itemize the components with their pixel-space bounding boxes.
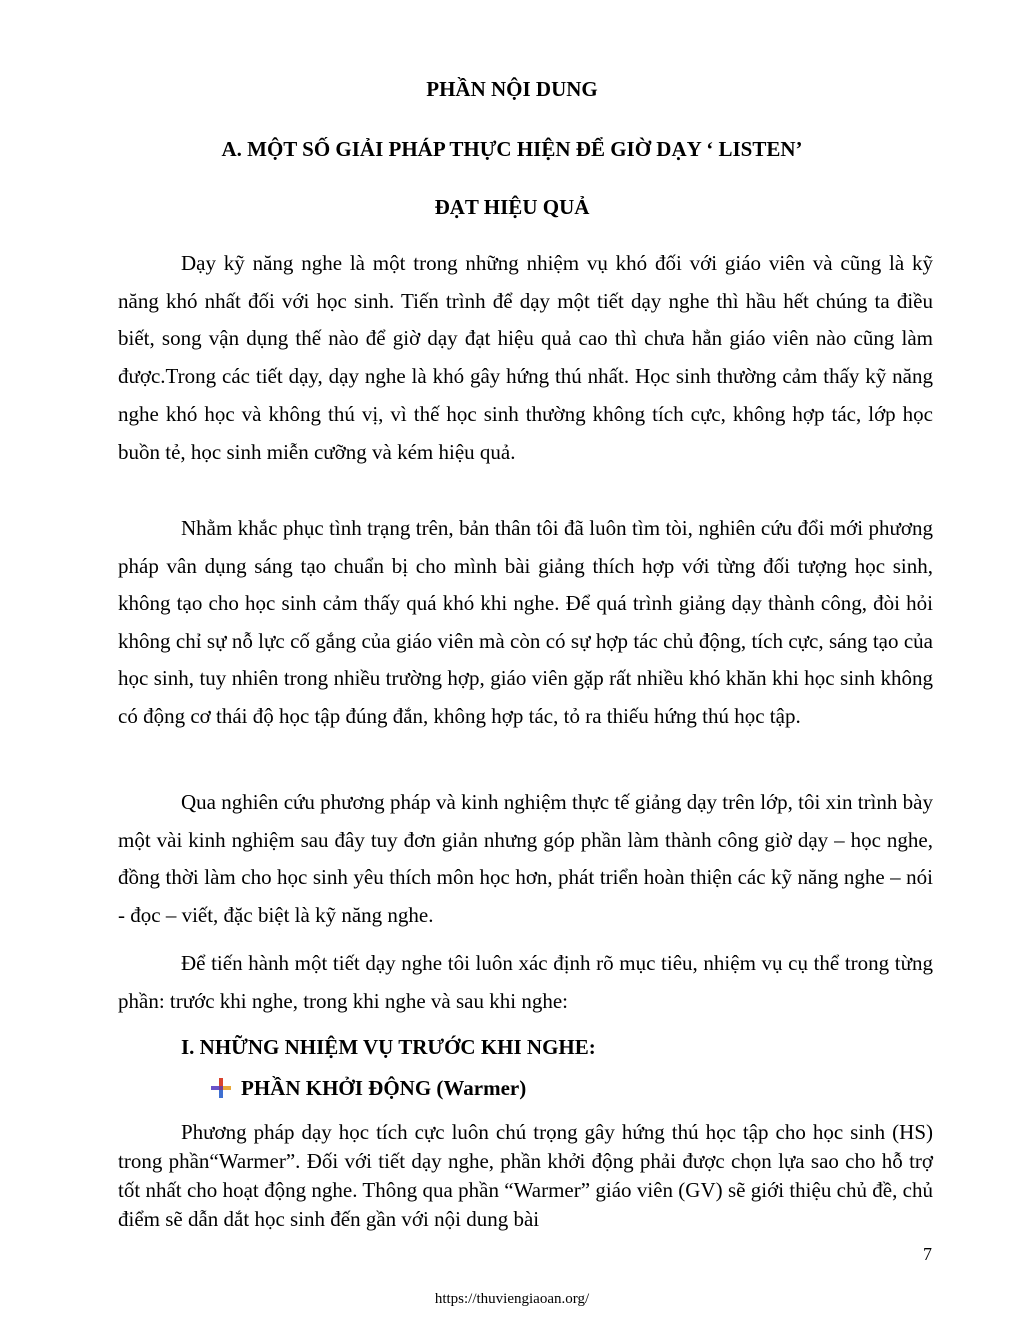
paragraph-research: Qua nghiên cứu phương pháp và kinh nghiệm thực tế giảng dạy trên lớp, tôi xin trình bày một vài kinh nghiệm sau đây tuy đơn giản nhưng góp phần làm thành công giờ dạy – học nghe, đồng thời làm cho học sinh yêu thích môn học hơn, phát triển hoàn thiện các kỹ năng nghe – nói - đọc – viết, đặc biệt là kỹ năng nghe.: [118, 790, 933, 927]
page-number: 7: [923, 1244, 932, 1264]
part-title-line2: ĐẠT HIỆU QUẢ: [434, 195, 590, 219]
subheading-warmer-label: PHẦN KHỞI ĐỘNG (Warmer): [241, 1076, 527, 1100]
section-title: PHẦN NỘI DUNG: [426, 77, 598, 101]
heading-pre-listening: I. NHỮNG NHIỆM VỤ TRƯỚC KHI NGHE:: [181, 1035, 596, 1059]
paragraph-intro: Dạy kỹ năng nghe là một trong những nhiệm vụ khó đối với giáo viên và cũng là kỹ năng khó nhất đối với học sinh. Tiến trình để dạy một tiết dạy nghe thì hầu hết chúng ta điều biết, song vận dụng thế nào để giờ dạy đạt hiệu quả cao thì chưa hẳn giáo viên nào cũng làm được.Trong các tiết dạy, dạy nghe là khó gây hứng thú nhất. Học sinh thường cảm thấy kỹ năng nghe khó học và không thú vị, vì thế học sinh thường không tích cực, không hợp tác, lớp học buồn tẻ, học sinh miễn cưỡng và kém hiệu quả.: [118, 251, 933, 464]
pinwheel-bullet-icon: [211, 1078, 231, 1098]
paragraph-solution: Nhằm khắc phục tình trạng trên, bản thân tôi đã luôn tìm tòi, nghiên cứu đổi mới phương pháp vân dụng sáng tạo chuẩn bị cho mình bài giảng thích hợp với từng đối tượng học sinh, không tạo cho học sinh cảm thấy quá khó khi nghe. Để quá trình giảng dạy thành công, đòi hỏi không chỉ sự nỗ lực cố gắng của giáo viên mà còn có sự hợp tác chủ động, tích cực, sáng tạo của học sinh, tuy nhiên trong nhiều trường hợp, giáo viên gặp rất nhiều khó khăn khi học sinh không có động cơ thái độ học tập đúng đắn, không hợp tác, tỏ ra thiếu hứng thú học tập.: [118, 516, 933, 728]
footer-url: https://thuviengiaoan.org/: [434, 1291, 590, 1307]
subheading-warmer: [211, 1075, 526, 1101]
paragraph-objectives: Để tiến hành một tiết dạy nghe tôi luôn xác định rõ mục tiêu, nhiệm vụ cụ thể trong từng phần: trước khi nghe, trong khi nghe và sau khi nghe:: [118, 951, 933, 1013]
paragraph-warmer: Phương pháp dạy học tích cực luôn chú trọng gây hứng thú học tập cho học sinh (HS) trong phần“Warmer”. Đối với tiết dạy nghe, phần khởi động phải được chọn lựa sao cho hỗ trợ tốt nhất cho hoạt động nghe. Thông qua phần “Warmer” giáo viên (GV) sẽ giới thiệu chủ đề, chủ điểm sẽ dẫn dắt học sinh đến gần với nội dung bài: [118, 1120, 933, 1231]
part-title-line1: A. MỘT SỐ GIẢI PHÁP THỰC HIỆN ĐỂ GIỜ DẠY ‘ LISTEN’: [221, 137, 803, 161]
